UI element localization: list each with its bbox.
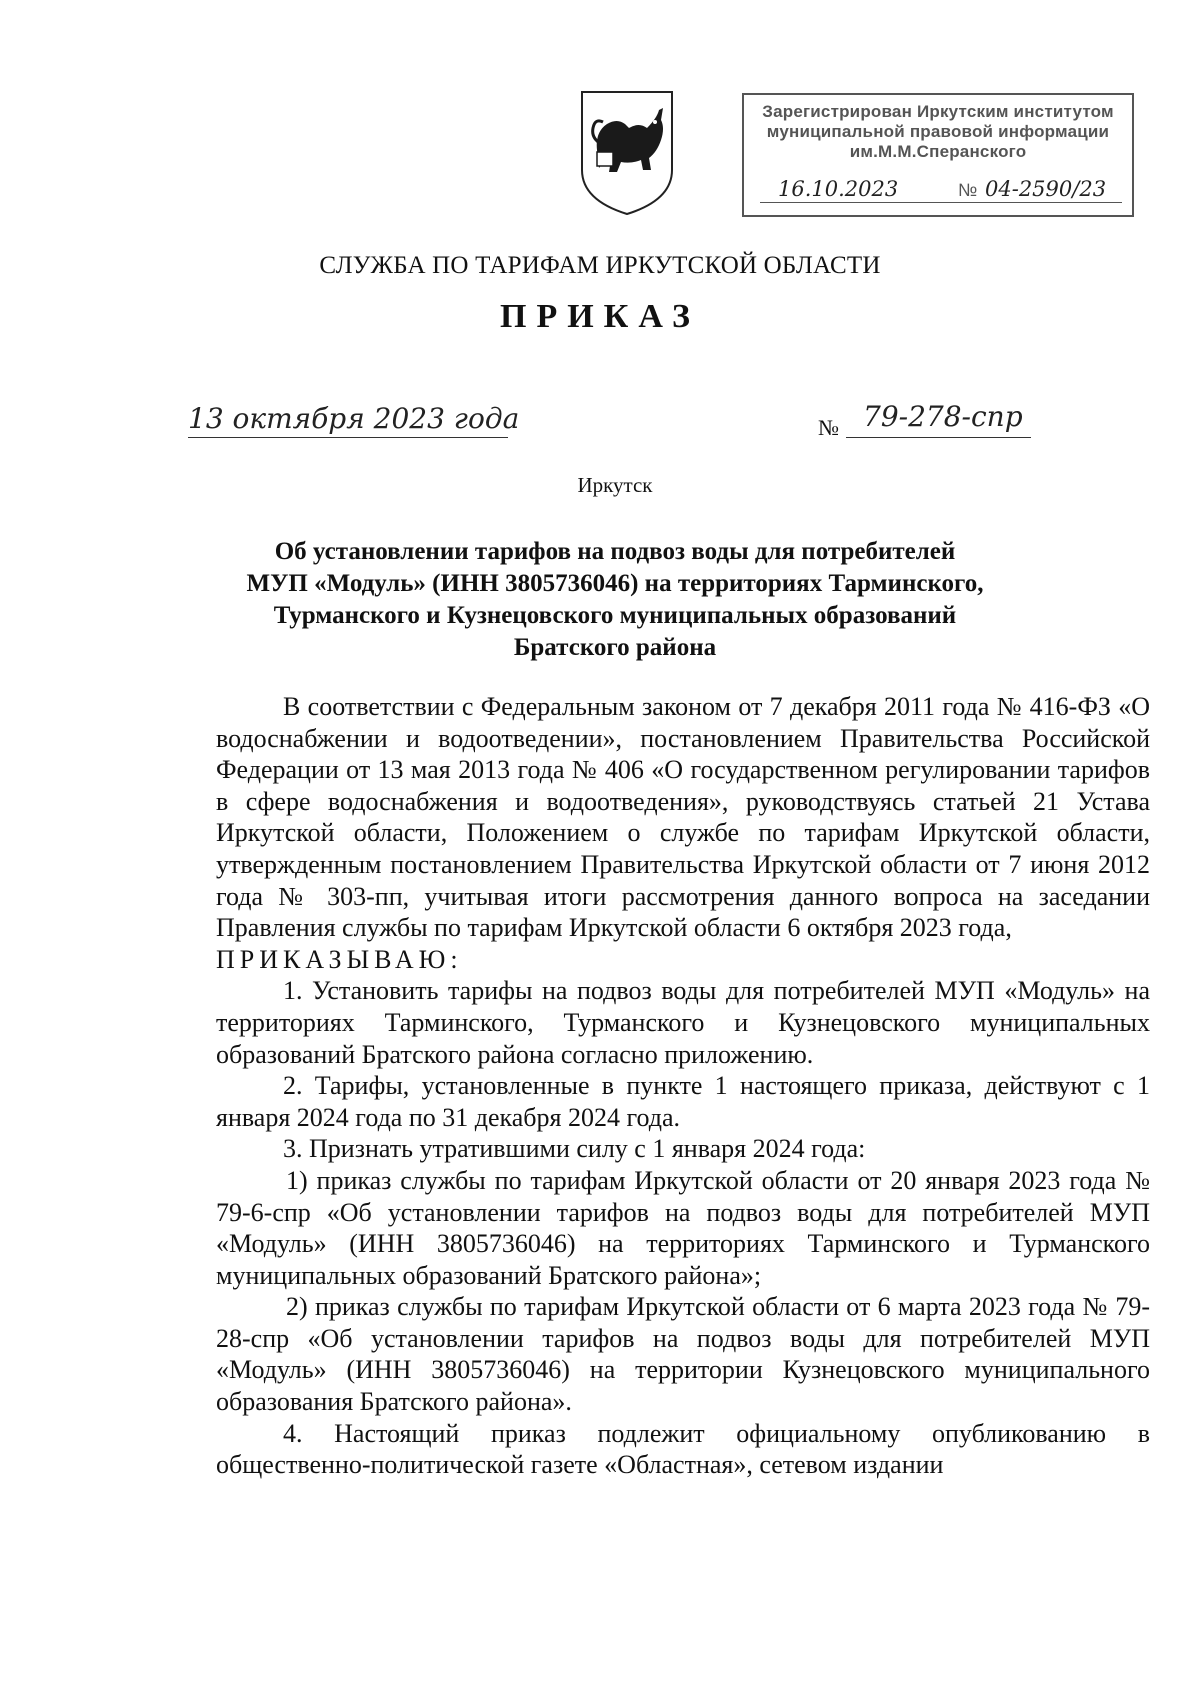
item-2-paragraph: 2. Тарифы, установленные в пункте 1 настоящего приказа, действуют с 1 января 2024 года по 31 декабря 2024 года.	[216, 1071, 1150, 1132]
number-underline	[846, 437, 1031, 438]
stamp-date: 16.10.2023	[778, 177, 899, 201]
item-3-1-paragraph: 1) приказ службы по тарифам Иркутской области от 20 января 2023 года № 79-6-спр «Об установлении тарифов на подвоз воды для потребителей МУП «Модуль» (ИНН 3805736046) на территориях Тарминского и Турманского муниципальных образований Братского района»;	[216, 1165, 1150, 1290]
title-line-4: Братского района	[513, 634, 717, 661]
item-3-2-paragraph: 2) приказ службы по тарифам Иркутской области от 6 марта 2023 года № 79-28-спр «Об установлении тарифов на подвоз воды для потребителей МУП «Модуль» (ИНН 3805736046) на территории Кузнецовского муниципального образования Братского района».	[216, 1292, 1150, 1417]
stamp-number: 04-2590/23	[985, 177, 1107, 201]
item-1-paragraph: 1. Установить тарифы на подвоз воды для потребителей МУП «Модуль» на территориях Тарминского, Турманского и Кузнецовского муниципальных образований Братского района согласно приложению.	[216, 976, 1150, 1069]
document-date: 13 октября 2023 года	[188, 402, 520, 435]
organization-name: СЛУЖБА ПО ТАРИФАМ ИРКУТСКОЙ ОБЛАСТИ	[319, 252, 881, 279]
title-line-3: Турманского и Кузнецовского муниципальных образований	[273, 602, 957, 629]
number-sign: №	[818, 415, 839, 440]
document-number: 79-278-спр	[863, 400, 1023, 433]
document-type: ПРИКАЗ	[500, 298, 700, 335]
order-word: ПРИКАЗЫВАЮ:	[216, 944, 463, 974]
stamp-line-1: Зарегистрирован Иркутским институтом	[762, 102, 1114, 121]
document-title	[150, 536, 1080, 664]
stamp-line-3: им.М.М.Сперанского	[849, 142, 1027, 161]
registration-stamp	[742, 93, 1134, 217]
stamp-underline	[760, 202, 1122, 203]
city: Иркутск	[577, 473, 653, 497]
item-3-paragraph: 3. Признать утратившими силу с 1 января 2024 года:	[283, 1134, 866, 1164]
title-line-1: Об установлении тарифов на подвоз воды для потребителей	[274, 538, 956, 565]
stamp-number-label: №	[958, 180, 978, 200]
document-body	[216, 691, 1150, 1481]
item-4-paragraph: 4. Настоящий приказ подлежит официальному опубликованию в общественно-политической газете «Областная», сетевом издании	[216, 1418, 1150, 1480]
title-line-2: МУП «Модуль» (ИНН 3805736046) на территориях Тарминского,	[246, 570, 984, 597]
stamp-line-2: муниципальной правовой информации	[766, 122, 1110, 141]
coat-of-arms-emblem	[577, 88, 677, 216]
preamble-paragraph: В соответствии с Федеральным законом от 7 декабря 2011 года № 416-ФЗ «О водоснабжении и водоотведении», постановлением Правительства Российской Федерации от 13 мая 2013 года № 406 «О государственном регулировании тарифов в сфере водоснабжения и водоотведения», руководствуясь статьей 21 Устава Иркутской области, Положением о службе по тарифам Иркутской области, утвержденным постановлением Правительства Иркутской области от 7 июня 2012 года № 303-пп, учитывая итоги рассмотрения данного вопроса на заседании Правления службы по тарифам Иркутской области 6 октября 2023 года,	[216, 692, 1150, 943]
date-underline	[188, 437, 508, 438]
